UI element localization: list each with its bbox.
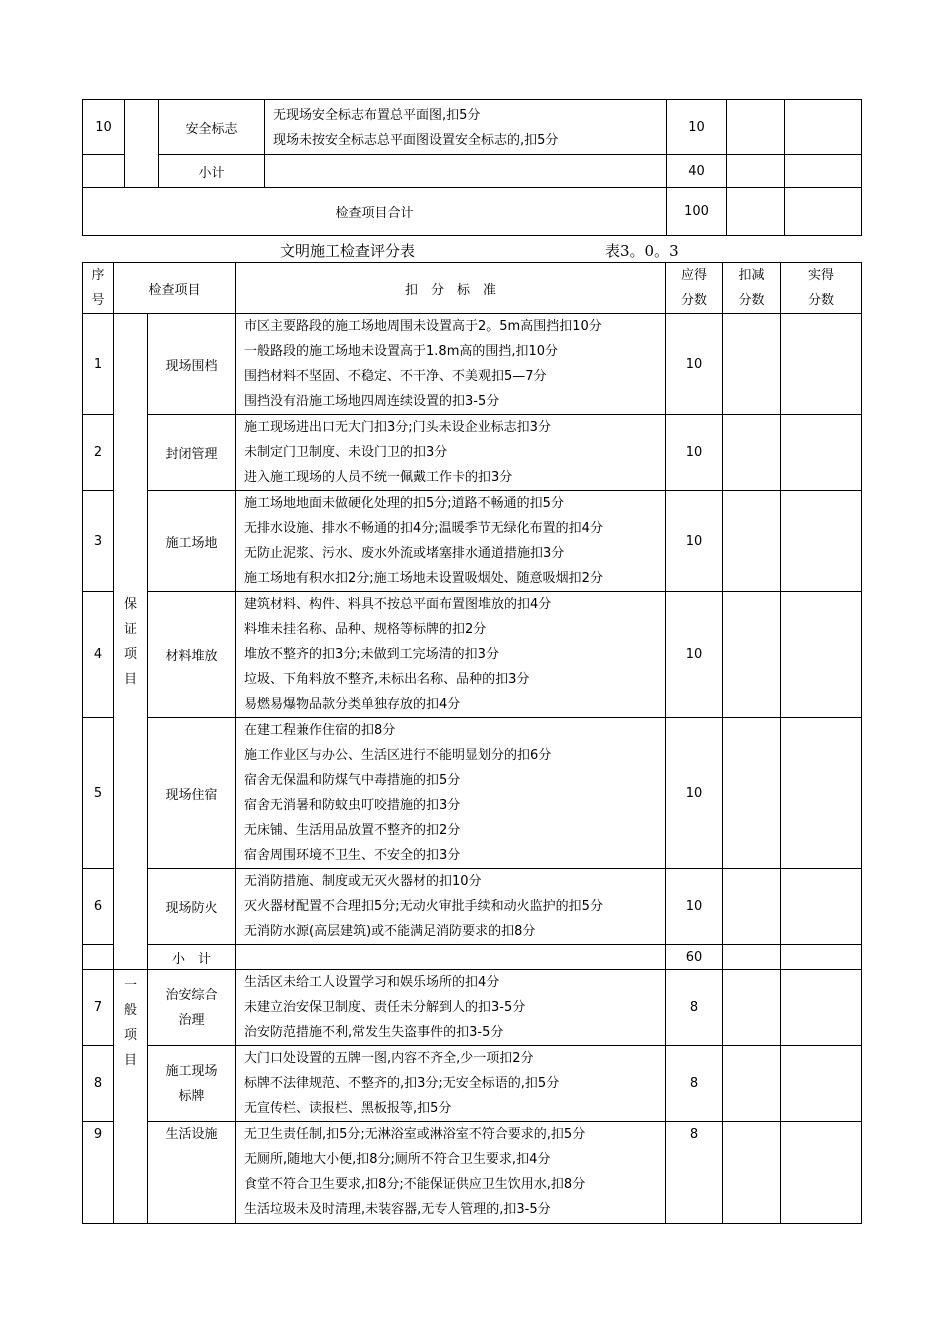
deduct-score xyxy=(723,1122,781,1224)
actual-score xyxy=(781,491,862,592)
due-score: 10 xyxy=(666,718,723,869)
row-number: 3 xyxy=(83,491,114,592)
deduct-score xyxy=(723,970,781,1046)
row-number: 7 xyxy=(83,970,114,1046)
row-number: 6 xyxy=(83,869,114,945)
table-number: 表3。0。3 xyxy=(605,242,679,260)
deduct-score xyxy=(723,869,781,945)
subtotal-label: 小 计 xyxy=(148,945,236,970)
deduct-score xyxy=(723,592,781,718)
item-name: 生活设施 xyxy=(148,1122,236,1224)
table-row xyxy=(83,970,862,1046)
item-name: 现场防火 xyxy=(148,869,236,945)
row-number: 2 xyxy=(83,415,114,491)
due-score: 8 xyxy=(666,1122,723,1224)
deduct-score xyxy=(723,415,781,491)
criteria-cell: 施工现场进出口无大门扣3分;门头未设企业标志扣3分 未制定门卫制度、未设门卫的扣3分 进入施工现场的人员不统一佩戴工作卡的扣3分 xyxy=(236,415,666,491)
table-row xyxy=(83,415,862,491)
actual-score xyxy=(785,100,862,155)
header-criteria: 扣 分 标 准 xyxy=(236,263,666,314)
subtotal-score: 40 xyxy=(667,155,727,188)
row-number: 1 xyxy=(83,314,114,415)
row-number: 9 xyxy=(83,1122,114,1224)
item-name: 安全标志 xyxy=(159,100,265,155)
actual-score xyxy=(781,718,862,869)
general-category: 一 般 项 目 xyxy=(114,970,148,1224)
civilized-construction-score-table xyxy=(82,262,862,1224)
actual-score xyxy=(781,1046,862,1122)
due-score: 10 xyxy=(666,415,723,491)
table-title: 文明施工检查评分表 xyxy=(280,242,416,260)
row-number: 8 xyxy=(83,1046,114,1122)
total-label: 检查项目合计 xyxy=(83,188,667,236)
item-name: 施工场地 xyxy=(148,491,236,592)
due-score: 8 xyxy=(666,1046,723,1122)
subtotal-score: 60 xyxy=(666,945,723,970)
item-name: 封闭管理 xyxy=(148,415,236,491)
total-row xyxy=(83,188,862,236)
deduct-score xyxy=(727,100,785,155)
table-row xyxy=(83,100,862,155)
actual-score xyxy=(781,592,862,718)
deduct-score xyxy=(723,718,781,869)
criteria-cell: 生活区未给工人设置学习和娱乐场所的扣4分 未建立治安保卫制度、责任未分解到人的扣3-5分 治安防范措施不利,常发生失盗事件的扣3-5分 xyxy=(236,970,666,1046)
table-row xyxy=(83,592,862,718)
criteria-cell: 在建工程兼作住宿的扣8分 施工作业区与办公、生活区进行不能明显划分的扣6分 宿舍无保温和防煤气中毒措施的扣5分 宿舍无消暑和防蚊虫叮咬措施的扣3分 无床铺、生活用品放置不整齐的扣2分 宿舍周围环境不卫生、不安全的扣3分 xyxy=(236,718,666,869)
row-number: 4 xyxy=(83,592,114,718)
deduct-score xyxy=(723,1046,781,1122)
actual-score xyxy=(781,869,862,945)
header-item: 检查项目 xyxy=(114,263,236,314)
actual-score xyxy=(781,415,862,491)
table-row xyxy=(83,869,862,945)
total-score: 100 xyxy=(667,188,727,236)
item-name: 施工现场 标牌 xyxy=(148,1046,236,1122)
criteria-cell: 施工场地地面未做硬化处理的扣5分;道路不畅通的扣5分 无排水设施、排水不畅通的扣4分;温暖季节无绿化布置的扣4分 无防止泥浆、污水、废水外流或堵塞排水通道措施扣3分 施工场地有积水扣2分;施工场地未设置吸烟处、随意吸烟扣2分 xyxy=(236,491,666,592)
row-number: 10 xyxy=(83,100,125,155)
actual-score xyxy=(781,1122,862,1224)
criteria-cell: 市区主要路段的施工场地周围未设置高于2。5m高围挡扣10分 一般路段的施工场地未设置高于1.8m高的围挡,扣10分 围挡材料不坚固、不稳定、不干净、不美观扣5—7分 围挡没有沿施工场地四周连续设置的扣3-5分 xyxy=(236,314,666,415)
previous-table-tail xyxy=(82,99,862,236)
deduct-score xyxy=(723,491,781,592)
table-row xyxy=(83,1046,862,1122)
header-row xyxy=(83,263,862,314)
header-due: 应得 分数 xyxy=(666,263,723,314)
due-score: 10 xyxy=(666,314,723,415)
header-no: 序 号 xyxy=(83,263,114,314)
criteria-cell: 建筑材料、构件、料具不按总平面布置图堆放的扣4分 料堆未挂名称、品种、规格等标牌的扣2分 堆放不整齐的扣3分;未做到工完场清的扣3分 垃圾、下角料放不整齐,未标出名称、品种的扣3分 易燃易爆物品款分类单独存放的扣4分 xyxy=(236,592,666,718)
header-deduct: 扣减 分数 xyxy=(723,263,781,314)
item-name: 治安综合 治理 xyxy=(148,970,236,1046)
criteria-cell: 无卫生责任制,扣5分;无淋浴室或淋浴室不符合要求的,扣5分 无厕所,随地大小便,扣8分;厕所不符合卫生要求,扣4分 食堂不符合卫生要求,扣8分;不能保证供应卫生饮用水,扣8分 生活垃圾未及时清理,未装容器,无专人管理的,扣3-5分 xyxy=(236,1122,666,1224)
row-number: 5 xyxy=(83,718,114,869)
due-score: 10 xyxy=(666,869,723,945)
subtotal-label: 小计 xyxy=(159,155,265,188)
item-name: 材料堆放 xyxy=(148,592,236,718)
table-row xyxy=(83,314,862,415)
deduct-score xyxy=(723,314,781,415)
due-score: 10 xyxy=(667,100,727,155)
table-row xyxy=(83,491,862,592)
actual-score xyxy=(781,314,862,415)
table-row xyxy=(83,1122,862,1224)
actual-score xyxy=(781,970,862,1046)
subtotal-row xyxy=(83,945,862,970)
item-name: 现场住宿 xyxy=(148,718,236,869)
criteria-cell: 大门口处设置的五牌一图,内容不齐全,少一项扣2分 标牌不法律规范、不整齐的,扣3分;无安全标语的,扣5分 无宣传栏、读报栏、黑板报等,扣5分 xyxy=(236,1046,666,1122)
due-score: 10 xyxy=(666,491,723,592)
criteria-cell: 无消防措施、制度或无灭火器材的扣10分 灭火器材配置不合理扣5分;无动火审批手续和动火监护的扣5分 无消防水源(高层建筑)或不能满足消防要求的扣8分 xyxy=(236,869,666,945)
table-row xyxy=(83,718,862,869)
item-name: 现场围档 xyxy=(148,314,236,415)
due-score: 10 xyxy=(666,592,723,718)
criteria-cell: 无现场安全标志布置总平面图,扣5分 现场未按安全标志总平面图设置安全标志的,扣5分 xyxy=(265,100,667,155)
header-actual: 实得 分数 xyxy=(781,263,862,314)
subtotal-row xyxy=(83,155,862,188)
guarantee-category: 保 证 项 目 xyxy=(114,314,148,970)
due-score: 8 xyxy=(666,970,723,1046)
